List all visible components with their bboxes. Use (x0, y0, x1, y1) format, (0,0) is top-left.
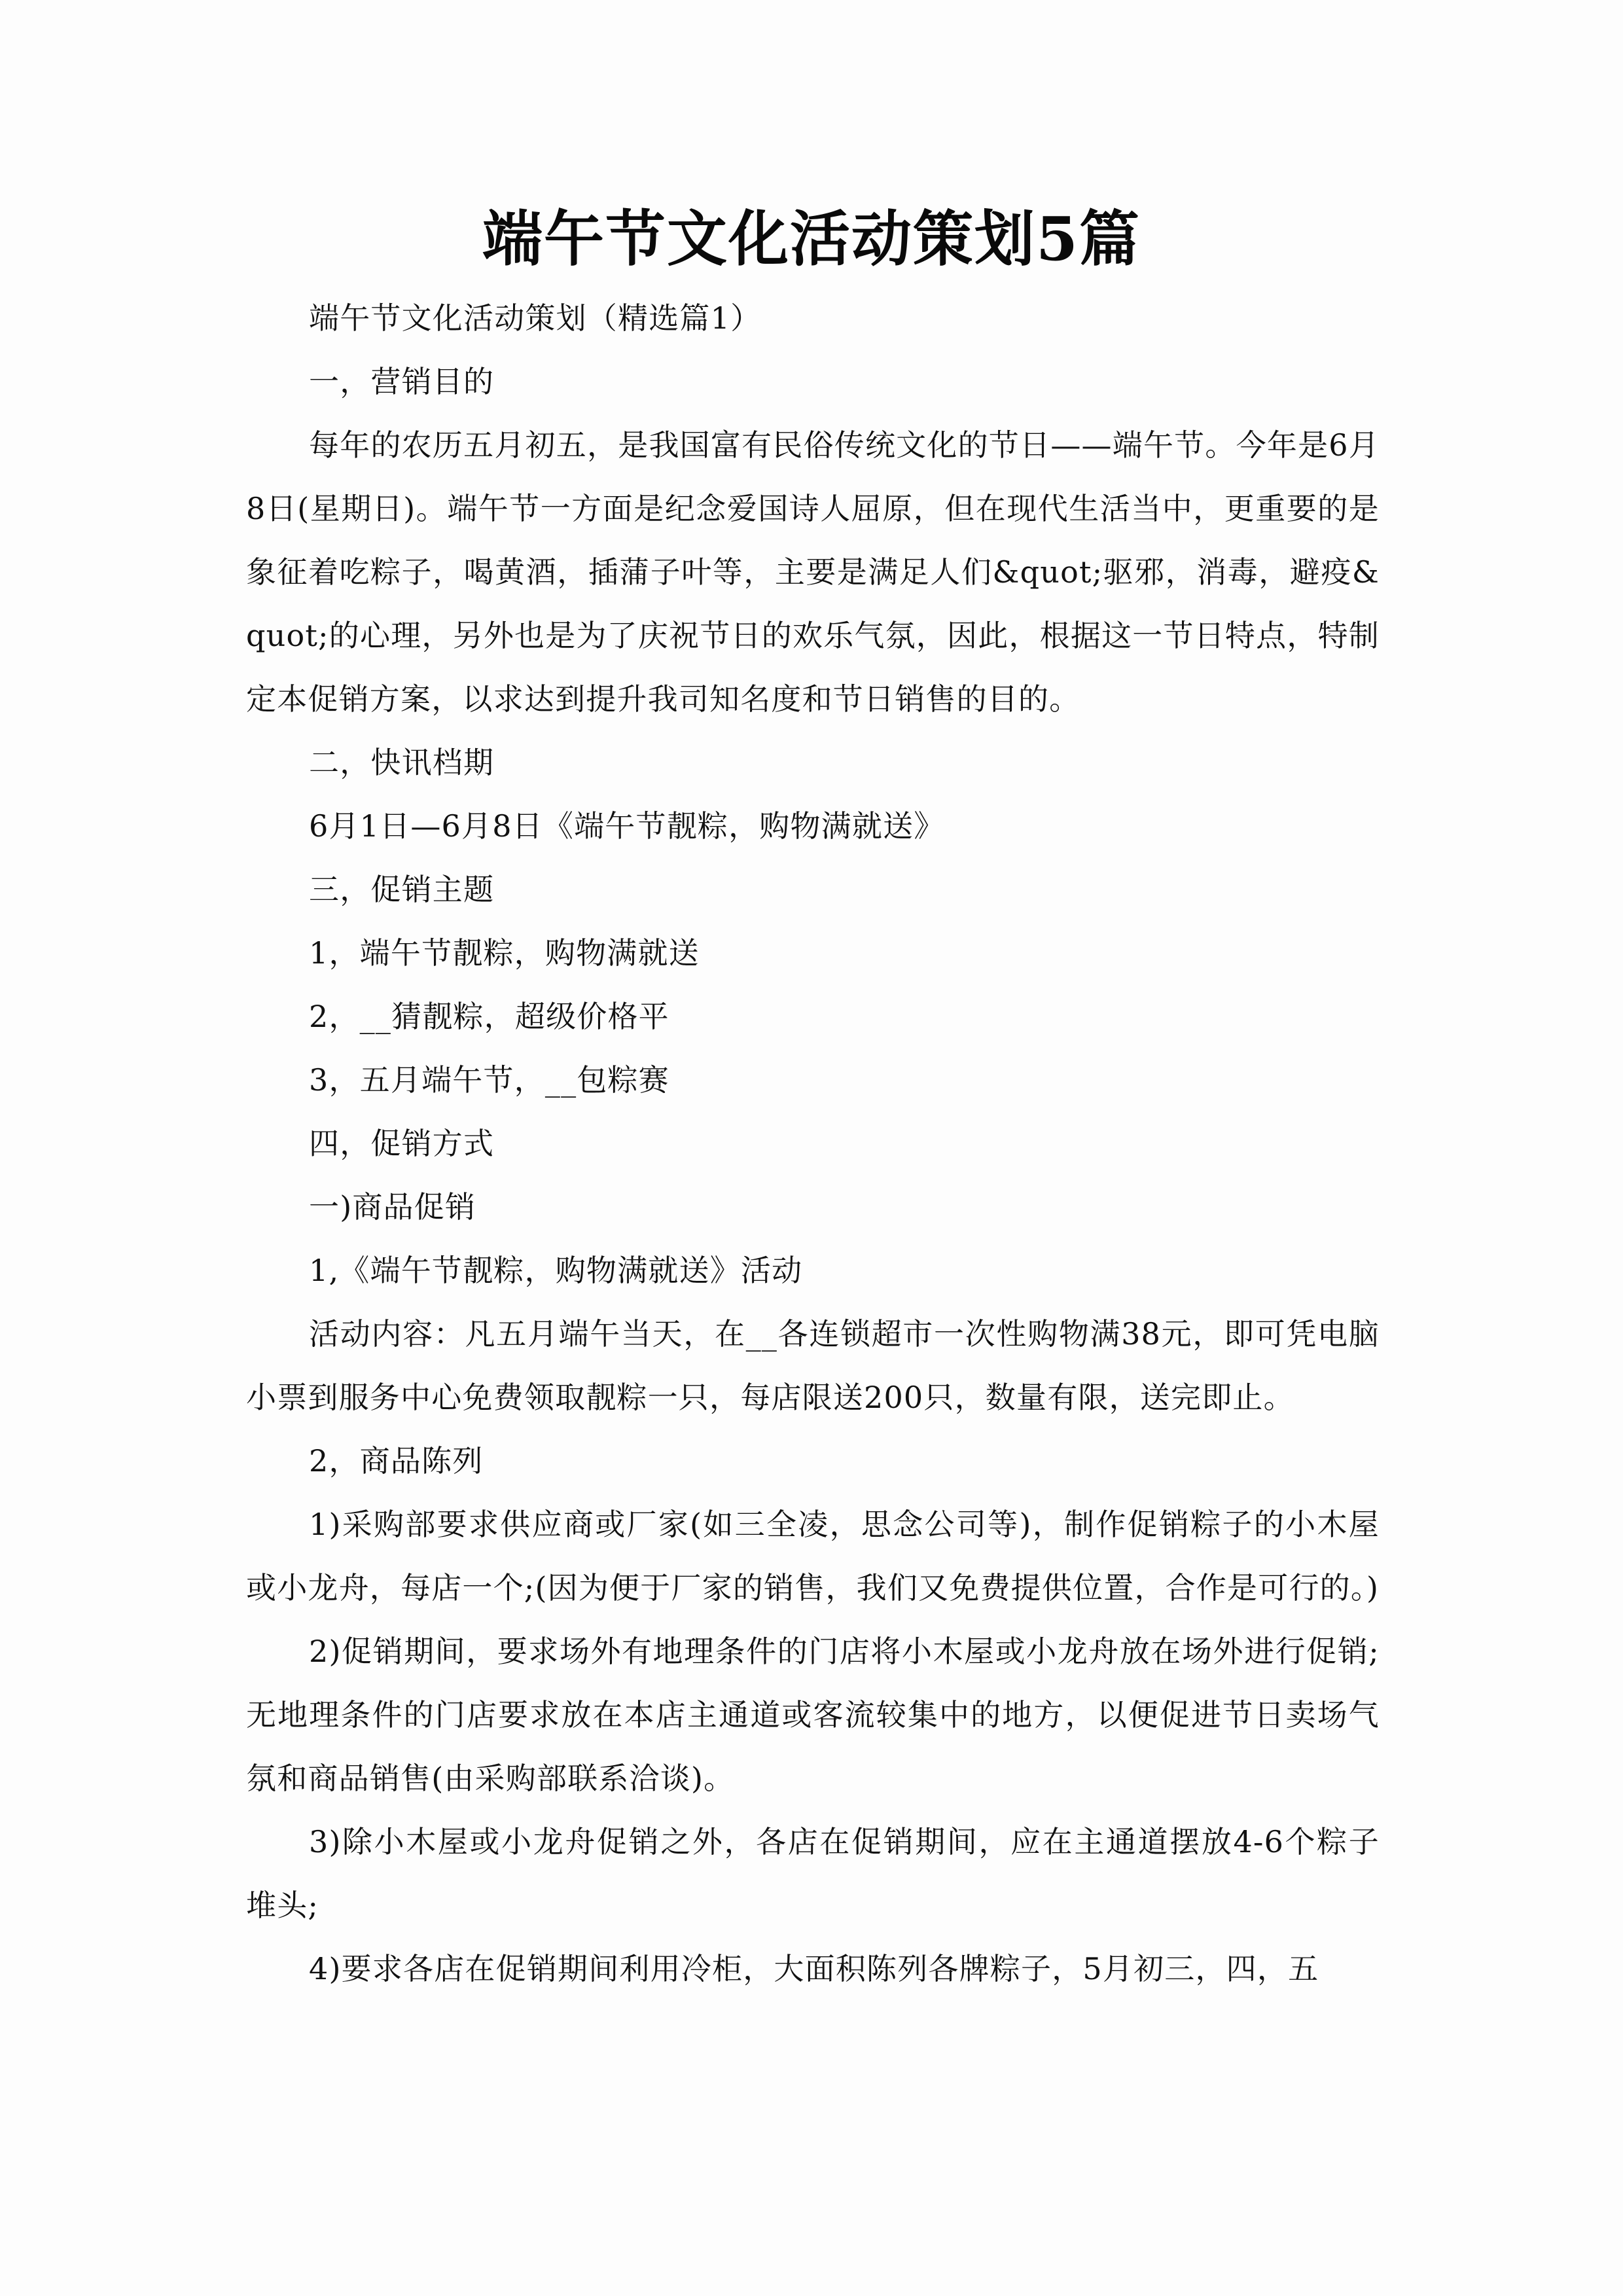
heading-flyer-period: 二，快讯档期 (309, 745, 495, 780)
paragraph-flyer-dates: 6月1日—6月8日《端午节靓粽，购物满就送》 (309, 808, 945, 844)
section-heading-part1: 端午节文化活动策划（精选篇1） (309, 300, 762, 336)
paragraph-purpose-body: 每年的农历五月初五，是我国富有民俗传统文化的节日——端午节。今年是6月8日(星期日)。端午节一方面是纪念爱国诗人屈原，但在现代生活当中，更重要的是象征着吃粽子，喝黄酒，插蒲子叶等，主要是满足人们&quot;驱邪，消毒，避疫&quot;的心理，另外也是为了庆祝节日的欢乐气氛，因此，根据这一节日特点，特制定本促销方案，以求达到提升我司知名度和节日销售的目的。 (246, 427, 1380, 717)
document-title: 端午节文化活动策划5篇 (482, 204, 1141, 274)
paragraph-display-1: 1)采购部要求供应商或厂家(如三全凌，思念公司等)，制作促销粽子的小木屋或小龙舟，每店一个;(因为便于厂家的销售，我们又免费提供位置，合作是可行的。) (246, 1507, 1380, 1605)
document-body (246, 287, 1380, 2001)
paragraph-display-3: 3)除小木屋或小龙舟促销之外，各店在促销期间，应在主通道摆放4-6个粽子堆头; (246, 1824, 1380, 1923)
list-item-product-display: 2，商品陈列 (309, 1443, 484, 1479)
paragraph-activity-content: 活动内容：凡五月端午当天，在__各连锁超市一次性购物满38元，即可凭电脑小票到服务中心免费领取靓粽一只，每店限送200只，数量有限，送完即止。 (246, 1316, 1380, 1415)
subheading-product-promotion: 一)商品促销 (309, 1189, 476, 1225)
heading-promotion-method: 四，促销方式 (309, 1126, 495, 1161)
list-item-theme-1: 1，端午节靓粽，购物满就送 (309, 935, 700, 971)
heading-promotion-theme: 三，促销主题 (309, 872, 495, 907)
list-item-theme-3: 3，五月端午节，__包粽赛 (309, 1062, 669, 1098)
list-item-activity-1: 1,《端午节靓粽，购物满就送》活动 (309, 1253, 803, 1288)
paragraph-display-4: 4)要求各店在促销期间利用冷柜，大面积陈列各牌粽子，5月初三，四，五 (309, 1951, 1319, 1986)
paragraph-display-2: 2)促销期间，要求场外有地理条件的门店将小木屋或小龙舟放在场外进行促销;无地理条件的门店要求放在本店主通道或客流较集中的地方，以便促进节日卖场气氛和商品销售(由采购部联系洽谈)。 (246, 1634, 1380, 1796)
heading-marketing-purpose: 一，营销目的 (309, 364, 495, 399)
list-item-theme-2: 2，__猜靓粽，超级价格平 (309, 999, 669, 1034)
